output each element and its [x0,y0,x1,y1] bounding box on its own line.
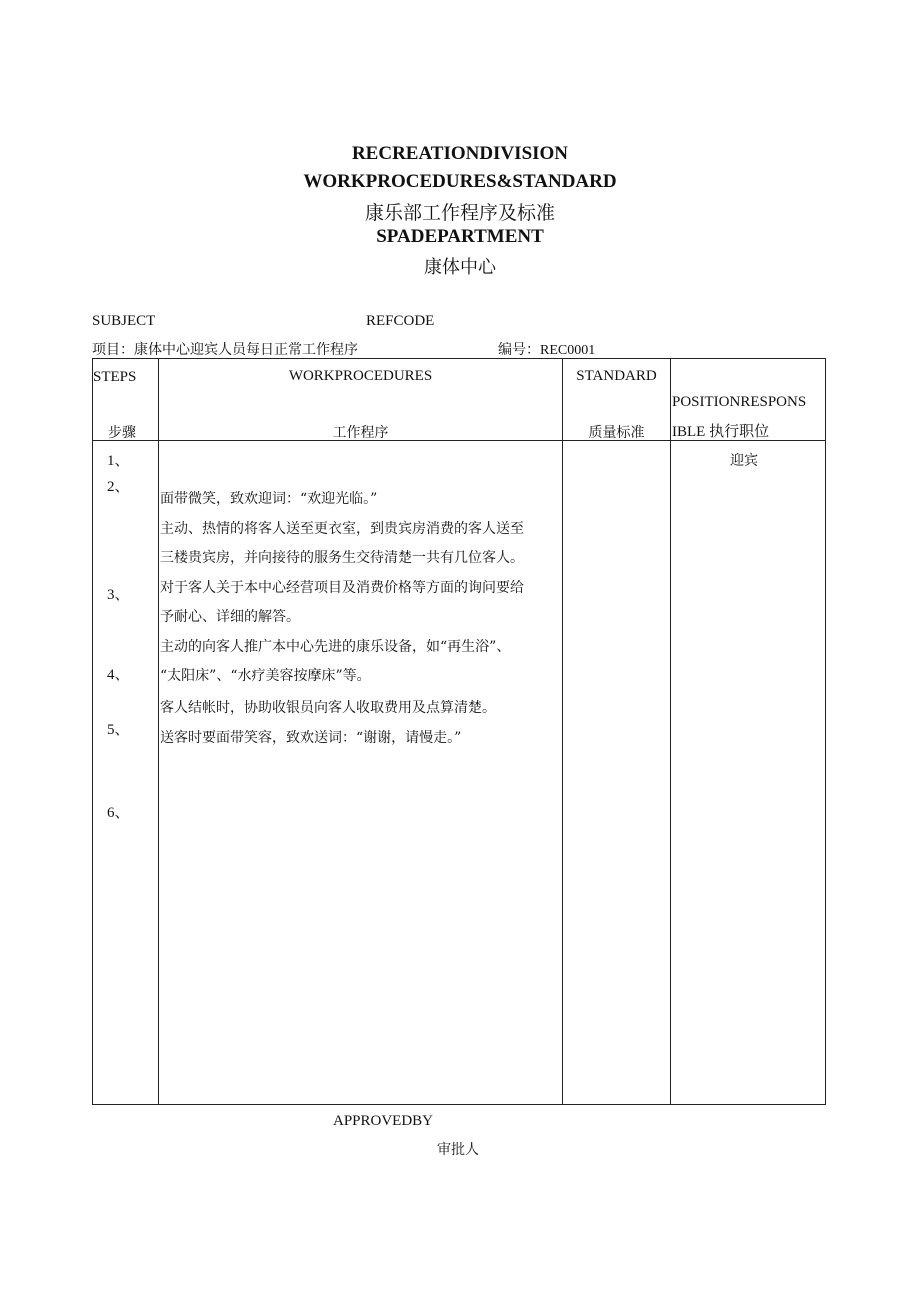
procedure-line: 送客时要面带笑容，致欢送词：“谢谢，请慢走。” [160,730,462,746]
subject-value: 项目：康体中心迎宾人员每日正常工作程序 [92,343,358,358]
procedure-line: 三楼贵宾房，并向接待的服务生交待清楚一共有几位客人。 [160,550,524,566]
header-position: POSITIONRESPONS [672,394,807,410]
approved-by-cn: 审批人 [437,1142,479,1158]
approved-by-label: APPROVEDBY [333,1113,434,1129]
step-number-3: 3、 [107,587,130,603]
title-procedures: WORKPROCEDURES&STANDARD [303,171,617,192]
header-steps-cn: 步骤 [108,425,136,441]
header-procedures: WORKPROCEDURES [288,368,433,384]
step-number-1: 1、 [107,453,130,469]
header-procedures-cn: 工作程序 [332,425,389,441]
refcode-value: 编号：REC0001 [498,343,596,358]
step-number-2: 2、 [107,479,130,495]
table-bottom-border [92,1104,826,1105]
department-title: SPADEPARTMENT [376,226,544,247]
table-left-border [92,358,93,1105]
header-standard-cn: 质量标准 [588,425,645,441]
table-top-border [92,358,826,359]
header-steps: STEPS [93,369,137,385]
column-divider-standard [670,358,671,1105]
procedure-line: 主动的向客人推广本中心先进的康乐设备，如“再生浴”、 [160,639,511,655]
header-standard: STANDARD [576,368,657,384]
header-position-line2: IBLE 执行职位 [672,424,770,440]
procedure-line: 对于客人关于本中心经营项目及消费价格等方面的询问要给 [160,580,524,596]
column-divider-steps [158,358,159,1105]
procedure-line: 予耐心、详细的解答。 [160,609,300,625]
title-division: RECREATIONDIVISION [351,143,569,164]
procedure-line: “太阳床”、“水疗美容按摩床”等。 [160,668,371,684]
step-number-6: 6、 [107,805,130,821]
refcode-label: REFCODE [366,313,435,329]
position-value: 迎宾 [730,453,758,469]
column-divider-procedures [562,358,563,1105]
title-chinese: 康乐部工作程序及标准 [364,202,555,224]
procedure-line: 主动、热情的将客人送至更衣室，到贵宾房消费的客人送至 [160,521,524,537]
procedure-line: 面带微笑，致欢迎词：“欢迎光临。” [160,491,378,507]
step-number-4: 4、 [107,667,130,683]
procedure-line: 客人结帐时，协助收银员向客人收取费用及点算清楚。 [160,700,496,716]
department-chinese: 康体中心 [424,257,496,278]
step-number-5: 5、 [107,722,130,738]
table-right-border [825,358,826,1105]
subject-label: SUBJECT [92,313,156,329]
